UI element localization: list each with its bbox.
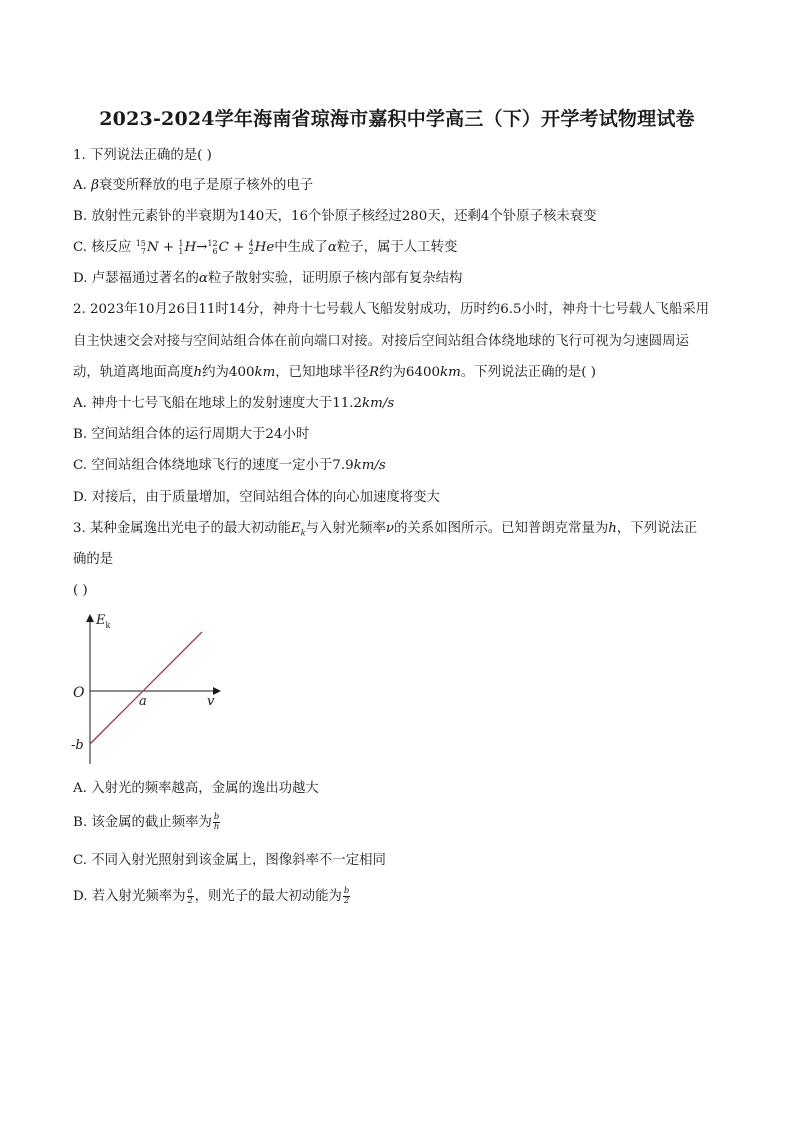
q3-option-a[interactable]: A. 入射光的频率越高，金属的逸出功越大 [73, 781, 319, 796]
q1-option-a[interactable] [73, 177, 313, 195]
q1-c-label: C. 核反应 [73, 240, 136, 255]
q2-stem-line1: 2. 2023年10月26日11时14分，神舟十七号载人飞船发射成功，历时约6.5小时，神舟十七号载人飞船采用 [73, 302, 710, 317]
q1-option-b[interactable]: B. 放射性元素钋的半衰期为140天，16个钋原子核经过280天，还剩4个钋原子核未衰变 [73, 209, 597, 224]
nuclide-c: 12 6 C [207, 238, 229, 256]
nuclide-h: 1 1 H [178, 238, 197, 256]
ek-line [90, 632, 202, 744]
x-intercept-label: a [139, 694, 147, 709]
q2-option-c[interactable]: C. 空间站组合体绕地球飞行的速度一定小于7.9km/s [73, 458, 386, 473]
fraction-b-over-2: $\frac{b}{2}$ [343, 886, 350, 906]
origin-label: O [73, 685, 85, 701]
q3-stem-line1: 3. 某种金属逸出光电子的最大初动能$E_k$与入射光频率ν的关系如图所示。已知普朗克常量为h，下列说法正 [73, 521, 698, 538]
q1-option-d[interactable]: D. 卢瑟福通过著名的α粒子散射实验，证明原子核内部有复杂结构 [73, 271, 463, 286]
x-axis-label: v [207, 694, 215, 709]
q3-stem-line3: ( ) [73, 583, 88, 598]
q3-stem-line2: 确的是 [73, 552, 114, 567]
q2-stem-line3: 动，轨道离地面高度h约为400km，已知地球半径R约为6400km。下列说法正确的是( ) [73, 365, 597, 380]
nuclide-he: 4 2 He [248, 238, 275, 256]
q1-a-label: A. [73, 178, 92, 193]
ek-frequency-graph [63, 608, 233, 768]
q2-option-b[interactable]: B. 空间站组合体的运行周期大于24小时 [73, 427, 310, 442]
q3-option-d[interactable]: D. 若入射光频率为 $\frac{a}{2}$ ，则光子的最大初动能为 $\frac{b}{2}$ [73, 886, 350, 906]
y-intercept-label: -b [71, 738, 84, 753]
q1-a-text: 衰变所释放的电子是原子核外的电子 [98, 178, 314, 193]
q3-option-b[interactable]: B. 该金属的截止频率为 $\frac{b}{h}$ [73, 812, 220, 832]
q2-option-d[interactable]: D. 对接后，由于质量增加，空间站组合体的向心加速度将变大 [73, 490, 440, 505]
page-title: 2023-2024学年海南省琼海市嘉积中学高三（下）开学考试物理试卷 [99, 108, 695, 130]
fraction-b-over-h: $\frac{b}{h}$ [213, 812, 220, 832]
fraction-a-over-2: $\frac{a}{2}$ [187, 886, 193, 906]
q1-a-beta: β [91, 178, 99, 193]
q2-option-a[interactable]: A. 神舟十七号飞船在地球上的发射速度大于11.2km/s [73, 396, 395, 411]
y-axis-label: $E_k$ [96, 613, 111, 630]
q1-stem: 1. 下列说法正确的是( ) [73, 148, 212, 163]
q3-option-c[interactable]: C. 不同入射光照射到该金属上，图像斜率不一定相同 [73, 853, 386, 868]
q2-stem-line2: 自主快速交会对接与空间站组合体在前向端口对接。对接后空间站组合体绕地球的飞行可视为匀速圆周运 [73, 334, 689, 349]
q1-option-c[interactable]: C. 核反应 15 7 N + 1 1 H→ 12 6 C + 4 2 He中生成了α粒子，属于人工转变 [73, 238, 458, 256]
nuclide-n: 15 7 N [135, 238, 159, 256]
